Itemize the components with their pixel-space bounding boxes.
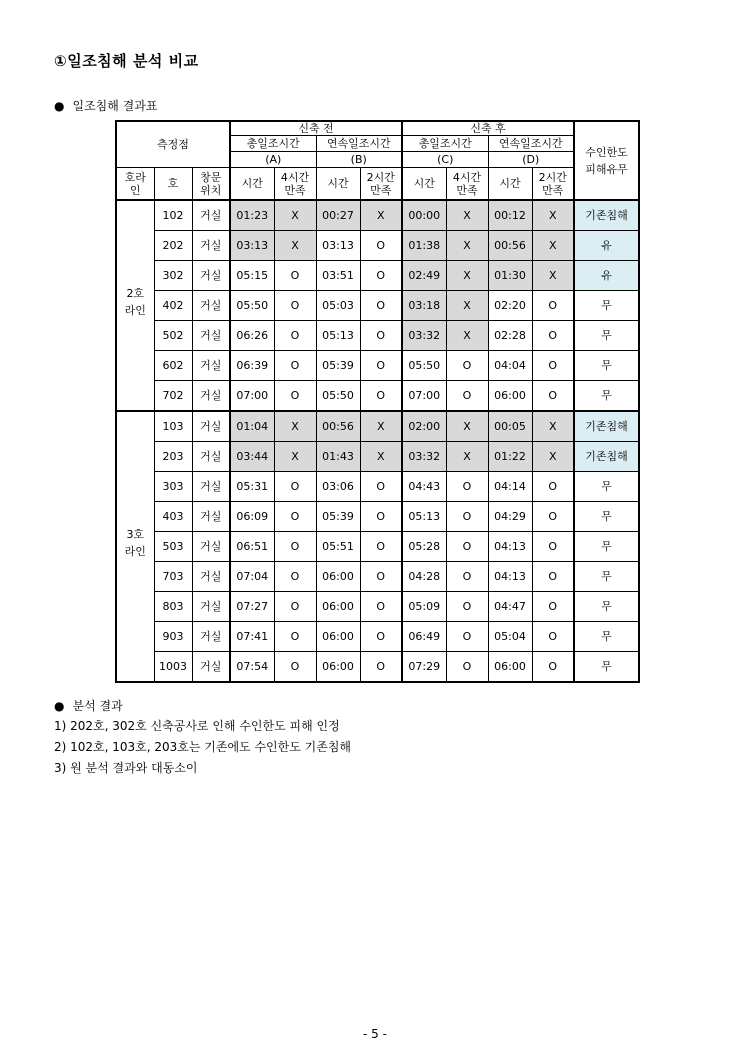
satisfy-2h-d-cell: O (532, 622, 574, 652)
satisfy-2h-d-cell: X (532, 261, 574, 291)
table-body (116, 200, 639, 682)
header-4h-a (274, 168, 316, 201)
window-position-cell: 거실 (192, 351, 230, 381)
header-cont-sun-b: 연속일조시간 (316, 136, 402, 152)
window-position-cell: 거실 (192, 381, 230, 412)
satisfy-2h-d-cell: O (532, 592, 574, 622)
time-b-cell: 05:50 (316, 381, 360, 412)
header-window (192, 168, 230, 201)
time-c-cell: 06:49 (402, 622, 446, 652)
satisfy-2h-d-cell: X (532, 411, 574, 442)
time-d-cell: 00:12 (488, 200, 532, 231)
window-position-cell: 거실 (192, 532, 230, 562)
time-a-cell: 05:50 (230, 291, 274, 321)
time-c-cell: 05:28 (402, 532, 446, 562)
window-position-cell: 거실 (192, 622, 230, 652)
satisfy-2h-d-cell: X (532, 442, 574, 472)
header-limit-line1: 수인한도 (585, 145, 628, 159)
header-unit: 호 (154, 168, 192, 201)
satisfy-2h-b-cell: O (360, 532, 402, 562)
satisfy-4h-c-cell: O (446, 472, 488, 502)
header-limit-line2: 피해유무 (585, 162, 628, 176)
time-a-cell: 07:27 (230, 592, 274, 622)
time-d-cell: 04:29 (488, 502, 532, 532)
satisfy-2h-b-cell: O (360, 291, 402, 321)
limit-result-cell: 기존침해 (574, 411, 639, 442)
time-c-cell: 03:32 (402, 321, 446, 351)
satisfy-4h-a-cell: O (274, 562, 316, 592)
header-cont-sun-d: 연속일조시간 (488, 136, 574, 152)
header-after: 신축 후 (402, 121, 574, 136)
line-group-label-suffix: 라인 (124, 544, 146, 558)
unit-cell: 502 (154, 321, 192, 351)
satisfy-2h-b-cell: X (360, 442, 402, 472)
unit-cell: 903 (154, 622, 192, 652)
line-group-label-suffix: 라인 (124, 303, 146, 317)
header-time-a: 시간 (230, 168, 274, 201)
header-time-b: 시간 (316, 168, 360, 201)
table-row (116, 261, 639, 291)
satisfy-2h-d-cell: O (532, 652, 574, 683)
time-a-cell: 05:31 (230, 472, 274, 502)
time-b-cell: 00:27 (316, 200, 360, 231)
satisfy-2h-d-cell: O (532, 351, 574, 381)
unit-cell: 702 (154, 381, 192, 412)
table-row (116, 351, 639, 381)
window-position-cell: 거실 (192, 652, 230, 683)
time-d-cell: 06:00 (488, 652, 532, 683)
analysis-title: 분석 결과 (72, 699, 123, 713)
time-d-cell: 00:05 (488, 411, 532, 442)
time-d-cell: 04:13 (488, 562, 532, 592)
satisfy-4h-a-cell: X (274, 231, 316, 261)
header-label-a: (A) (230, 152, 316, 168)
satisfy-2h-b-cell: O (360, 622, 402, 652)
bullet-icon: ● (54, 99, 65, 113)
analysis-title-line (54, 697, 123, 714)
satisfy-4h-c-cell: O (446, 381, 488, 412)
header-4h-c-2: 만족 (456, 183, 478, 197)
time-d-cell: 04:13 (488, 532, 532, 562)
table-row (116, 381, 639, 412)
window-position-cell: 거실 (192, 200, 230, 231)
limit-result-cell: 무 (574, 351, 639, 381)
satisfy-4h-c-cell: X (446, 291, 488, 321)
limit-result-cell: 무 (574, 652, 639, 683)
table-row (116, 652, 639, 683)
time-b-cell: 03:51 (316, 261, 360, 291)
time-a-cell: 07:04 (230, 562, 274, 592)
time-a-cell: 07:41 (230, 622, 274, 652)
window-position-cell: 거실 (192, 291, 230, 321)
unit-cell: 103 (154, 411, 192, 442)
time-a-cell: 06:39 (230, 351, 274, 381)
unit-cell: 403 (154, 502, 192, 532)
time-b-cell: 06:00 (316, 592, 360, 622)
limit-result-cell: 무 (574, 562, 639, 592)
satisfy-2h-b-cell: O (360, 502, 402, 532)
satisfy-4h-a-cell: O (274, 351, 316, 381)
header-time-d: 시간 (488, 168, 532, 201)
satisfy-2h-b-cell: O (360, 652, 402, 683)
time-d-cell: 01:30 (488, 261, 532, 291)
window-position-cell: 거실 (192, 261, 230, 291)
time-b-cell: 03:13 (316, 231, 360, 261)
sunlight-result-table (115, 120, 640, 683)
header-measure-point: 측정점 (116, 121, 230, 168)
header-2h-b-2: 만족 (370, 183, 392, 197)
limit-result-cell: 유 (574, 231, 639, 261)
table-row (116, 562, 639, 592)
line-group-label: 2호 (126, 286, 145, 300)
header-limit (574, 121, 639, 200)
satisfy-4h-a-cell: O (274, 532, 316, 562)
limit-result-cell: 무 (574, 532, 639, 562)
unit-cell: 503 (154, 532, 192, 562)
header-time-c: 시간 (402, 168, 446, 201)
time-b-cell: 05:03 (316, 291, 360, 321)
satisfy-4h-a-cell: O (274, 321, 316, 351)
table-row (116, 231, 639, 261)
time-a-cell: 07:00 (230, 381, 274, 412)
satisfy-4h-a-cell: O (274, 381, 316, 412)
time-c-cell: 07:29 (402, 652, 446, 683)
header-4h-c (446, 168, 488, 201)
window-position-cell: 거실 (192, 231, 230, 261)
satisfy-2h-b-cell: O (360, 381, 402, 412)
header-2h-d (532, 168, 574, 201)
limit-result-cell: 무 (574, 381, 639, 412)
satisfy-2h-b-cell: O (360, 472, 402, 502)
satisfy-2h-b-cell: X (360, 411, 402, 442)
satisfy-4h-c-cell: O (446, 562, 488, 592)
table-row (116, 502, 639, 532)
table-row (116, 442, 639, 472)
satisfy-4h-c-cell: X (446, 411, 488, 442)
satisfy-2h-d-cell: X (532, 200, 574, 231)
header-4h-a-1: 4시간 (280, 170, 310, 184)
header-window-1: 창문 (200, 170, 222, 184)
satisfy-2h-d-cell: O (532, 381, 574, 412)
time-a-cell: 03:44 (230, 442, 274, 472)
time-d-cell: 02:28 (488, 321, 532, 351)
time-a-cell: 03:13 (230, 231, 274, 261)
time-b-cell: 06:00 (316, 622, 360, 652)
header-2h-b-1: 2시간 (366, 170, 395, 184)
time-a-cell: 05:15 (230, 261, 274, 291)
time-d-cell: 02:20 (488, 291, 532, 321)
line-group-cell (116, 200, 154, 411)
window-position-cell: 거실 (192, 502, 230, 532)
satisfy-4h-c-cell: X (446, 442, 488, 472)
header-label-b: (B) (316, 152, 402, 168)
time-a-cell: 06:09 (230, 502, 274, 532)
page-number: - 5 - (363, 1027, 387, 1041)
limit-result-cell: 무 (574, 592, 639, 622)
satisfy-4h-a-cell: X (274, 200, 316, 231)
satisfy-4h-c-cell: O (446, 592, 488, 622)
header-total-sun-a: 총일조시간 (230, 136, 316, 152)
time-c-cell: 05:13 (402, 502, 446, 532)
time-c-cell: 04:28 (402, 562, 446, 592)
time-d-cell: 01:22 (488, 442, 532, 472)
header-line-1: 호라 (124, 170, 146, 184)
satisfy-4h-a-cell: O (274, 502, 316, 532)
time-a-cell: 01:04 (230, 411, 274, 442)
window-position-cell: 거실 (192, 442, 230, 472)
satisfy-2h-b-cell: O (360, 592, 402, 622)
table-row (116, 200, 639, 231)
satisfy-2h-b-cell: X (360, 200, 402, 231)
time-c-cell: 00:00 (402, 200, 446, 231)
bullet-icon: ● (54, 699, 65, 713)
header-4h-c-1: 4시간 (452, 170, 482, 184)
window-position-cell: 거실 (192, 472, 230, 502)
window-position-cell: 거실 (192, 592, 230, 622)
limit-result-cell: 무 (574, 472, 639, 502)
section-heading: ①일조침해 분석 비교 (54, 52, 199, 70)
time-c-cell: 03:18 (402, 291, 446, 321)
limit-result-cell: 무 (574, 502, 639, 532)
satisfy-2h-d-cell: O (532, 291, 574, 321)
line-group-cell (116, 411, 154, 682)
header-2h-b (360, 168, 402, 201)
limit-result-cell: 기존침해 (574, 442, 639, 472)
time-d-cell: 00:56 (488, 231, 532, 261)
satisfy-4h-a-cell: O (274, 472, 316, 502)
table-title-line (54, 97, 157, 114)
header-line-2: 인 (129, 183, 141, 197)
satisfy-4h-c-cell: O (446, 622, 488, 652)
unit-cell: 202 (154, 231, 192, 261)
satisfy-2h-b-cell: O (360, 351, 402, 381)
time-c-cell: 07:00 (402, 381, 446, 412)
limit-result-cell: 무 (574, 622, 639, 652)
satisfy-4h-a-cell: X (274, 442, 316, 472)
line-group-label: 3호 (126, 527, 145, 541)
unit-cell: 203 (154, 442, 192, 472)
time-d-cell: 05:04 (488, 622, 532, 652)
time-c-cell: 05:09 (402, 592, 446, 622)
satisfy-4h-a-cell: O (274, 652, 316, 683)
header-label-c: (C) (402, 152, 488, 168)
satisfy-4h-c-cell: X (446, 200, 488, 231)
time-a-cell: 06:51 (230, 532, 274, 562)
satisfy-2h-d-cell: O (532, 321, 574, 351)
header-2h-d-1: 2시간 (538, 170, 567, 184)
unit-cell: 803 (154, 592, 192, 622)
time-a-cell: 06:26 (230, 321, 274, 351)
unit-cell: 102 (154, 200, 192, 231)
table-title: 일조침해 결과표 (72, 99, 158, 113)
unit-cell: 302 (154, 261, 192, 291)
satisfy-2h-b-cell: O (360, 261, 402, 291)
limit-result-cell: 유 (574, 261, 639, 291)
header-before: 신축 전 (230, 121, 402, 136)
limit-result-cell: 무 (574, 291, 639, 321)
satisfy-4h-c-cell: X (446, 231, 488, 261)
time-b-cell: 05:39 (316, 351, 360, 381)
time-b-cell: 06:00 (316, 652, 360, 683)
satisfy-2h-b-cell: O (360, 321, 402, 351)
window-position-cell: 거실 (192, 411, 230, 442)
unit-cell: 1003 (154, 652, 192, 683)
table-row (116, 532, 639, 562)
satisfy-4h-a-cell: O (274, 261, 316, 291)
table-row (116, 291, 639, 321)
window-position-cell: 거실 (192, 321, 230, 351)
table-row (116, 592, 639, 622)
satisfy-4h-a-cell: X (274, 411, 316, 442)
time-b-cell: 01:43 (316, 442, 360, 472)
time-d-cell: 04:47 (488, 592, 532, 622)
header-label-d: (D) (488, 152, 574, 168)
time-b-cell: 05:39 (316, 502, 360, 532)
satisfy-4h-a-cell: O (274, 291, 316, 321)
table-row (116, 321, 639, 351)
time-d-cell: 06:00 (488, 381, 532, 412)
table-row (116, 622, 639, 652)
result-line-1: 1) 202호, 302호 신축공사로 인해 수인한도 피해 인정 (54, 719, 340, 733)
time-b-cell: 05:13 (316, 321, 360, 351)
result-line-2: 2) 102호, 103호, 203호는 기존에도 수인한도 기존침해 (54, 740, 352, 754)
time-c-cell: 02:49 (402, 261, 446, 291)
limit-result-cell: 무 (574, 321, 639, 351)
time-c-cell: 02:00 (402, 411, 446, 442)
unit-cell: 703 (154, 562, 192, 592)
table-row (116, 411, 639, 442)
time-c-cell: 04:43 (402, 472, 446, 502)
header-total-sun-c: 총일조시간 (402, 136, 488, 152)
time-d-cell: 04:14 (488, 472, 532, 502)
window-position-cell: 거실 (192, 562, 230, 592)
time-b-cell: 06:00 (316, 562, 360, 592)
header-4h-a-2: 만족 (284, 183, 306, 197)
header-window-2: 위치 (200, 183, 222, 197)
limit-result-cell: 기존침해 (574, 200, 639, 231)
time-a-cell: 01:23 (230, 200, 274, 231)
satisfy-2h-b-cell: O (360, 231, 402, 261)
header-line (116, 168, 154, 201)
satisfy-4h-c-cell: O (446, 502, 488, 532)
satisfy-2h-d-cell: O (532, 472, 574, 502)
time-a-cell: 07:54 (230, 652, 274, 683)
result-line-3: 3) 원 분석 결과와 대동소이 (54, 761, 198, 775)
time-b-cell: 05:51 (316, 532, 360, 562)
table-row (116, 472, 639, 502)
satisfy-2h-d-cell: O (532, 502, 574, 532)
satisfy-2h-d-cell: O (532, 562, 574, 592)
satisfy-4h-c-cell: O (446, 351, 488, 381)
satisfy-4h-c-cell: O (446, 532, 488, 562)
satisfy-2h-d-cell: X (532, 231, 574, 261)
time-c-cell: 03:32 (402, 442, 446, 472)
satisfy-4h-a-cell: O (274, 592, 316, 622)
time-c-cell: 01:38 (402, 231, 446, 261)
unit-cell: 602 (154, 351, 192, 381)
satisfy-2h-b-cell: O (360, 562, 402, 592)
time-c-cell: 05:50 (402, 351, 446, 381)
satisfy-4h-c-cell: O (446, 652, 488, 683)
time-b-cell: 03:06 (316, 472, 360, 502)
header-2h-d-2: 만족 (542, 183, 564, 197)
satisfy-4h-a-cell: O (274, 622, 316, 652)
time-b-cell: 00:56 (316, 411, 360, 442)
satisfy-4h-c-cell: X (446, 261, 488, 291)
unit-cell: 303 (154, 472, 192, 502)
satisfy-2h-d-cell: O (532, 532, 574, 562)
satisfy-4h-c-cell: X (446, 321, 488, 351)
unit-cell: 402 (154, 291, 192, 321)
time-d-cell: 04:04 (488, 351, 532, 381)
